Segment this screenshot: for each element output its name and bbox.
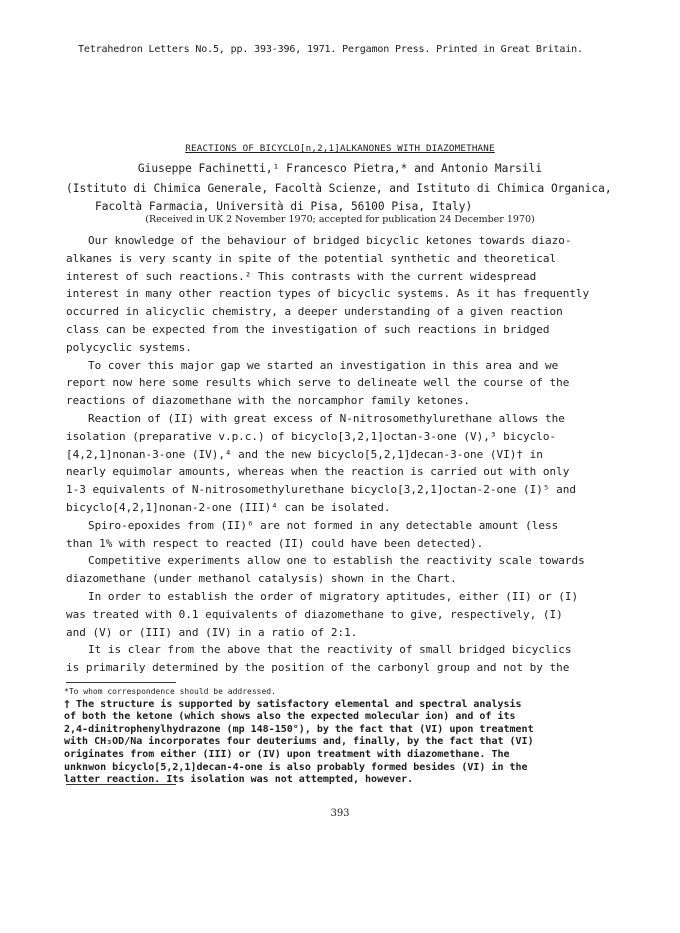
body-paragraph: [66, 410, 621, 517]
text-line: occurred in alicyclic chemistry, a deeper understanding of a given reaction: [66, 305, 563, 319]
text-line: reactions of diazomethane with the norcamphor family ketones.: [66, 394, 470, 408]
text-line: Competitive experiments allow one to establish the reactivity scale towards: [88, 554, 585, 568]
body-paragraph: [66, 588, 621, 641]
footnotes: [64, 686, 624, 787]
text-line: diazomethane (under methanol catalysis) shown in the Chart.: [66, 572, 457, 586]
footnote-line: originates from either (III) or (IV) upon treatment with diazomethane. The: [64, 748, 510, 760]
text-line: Reaction of (II) with great excess of N-nitrosomethylurethane allows the: [88, 411, 565, 425]
body-paragraph: [66, 517, 621, 553]
text-line: In order to establish the order of migratory aptitudes, either (II) or (I): [88, 589, 579, 603]
text-line: 1-3 equivalents of N-nitrosomethylurethane bicyclo[3,2,1]octan-2-one (I)⁵ and: [66, 483, 576, 497]
text-line: interest in many other reaction types of bicyclic systems. As it has frequently: [66, 287, 590, 301]
body-paragraph: [66, 357, 621, 410]
affiliation-line: Facoltà Farmacia, Università di Pisa, 56100 Pisa, Italy): [95, 200, 473, 213]
text-line: [4,2,1]nonan-3-one (IV),⁴ and the new bicyclo[5,2,1]decan-3-one (VI)† in: [66, 447, 543, 461]
body-paragraph: [66, 232, 621, 357]
author-list: Giuseppe Fachinetti,¹ Francesco Pietra,* and Antonio Marsili: [137, 162, 543, 175]
article-title: REACTIONS OF BICYCLO[n,2,1]ALKANONES WITH DIAZOMETHANE: [185, 143, 495, 154]
body-paragraph: [66, 641, 621, 677]
text-line: was treated with 0.1 equivalents of diazomethane to give, respectively, (I): [66, 607, 563, 621]
text-line: To cover this major gap we started an investigation in this area and we: [88, 358, 559, 372]
affiliation: [66, 180, 626, 216]
text-line: alkanes is very scanty in spite of the potential synthetic and theoretical: [66, 251, 557, 265]
text-line: report now here some results which serve to delineate well the course of the: [66, 376, 570, 390]
page-number: 393: [330, 808, 350, 819]
text-line: It is clear from the above that the reactivity of small bridged bicyclics: [88, 643, 572, 657]
text-line: isolation (preparative v.p.c.) of bicyclo[3,2,1]octan-3-one (V),³ bicyclo-: [66, 429, 557, 443]
text-line: bicyclo[4,2,1]nonan-2-one (III)⁴ can be isolated.: [66, 500, 391, 514]
text-line: polycyclic systems.: [66, 340, 192, 354]
footnote-line: 2,4-dinitrophenylhydrazone (mp 148-150°), by the fact that (VI) upon treatment: [64, 723, 534, 735]
text-line: nearly equimolar amounts, whereas when the reaction is carried out with only: [66, 465, 570, 479]
footnote-line: latter reaction. Its isolation was not attempted, however.: [64, 774, 414, 786]
footnote-end-divider: [66, 784, 176, 785]
article-body: [66, 232, 621, 677]
text-line: interest of such reactions.² This contrasts with the current widespread: [66, 269, 537, 283]
footnote-structure: [64, 699, 624, 787]
footnote-correspondence: *To whom correspondence should be addressed.: [64, 687, 276, 696]
text-line: Our knowledge of the behaviour of bridged bicyclic ketones towards diazo-: [88, 234, 572, 247]
footnote-line: with CH₃OD/Na incorporates four deuteriums and, finally, by the fact that (VI): [64, 736, 534, 748]
text-line: than 1% with respect to reacted (II) could have been detected).: [66, 536, 484, 550]
text-line: Spiro-epoxides from (II)⁶ are not formed in any detectable amount (less: [88, 518, 559, 532]
footnote-line: † The structure is supported by satisfactory elemental and spectral analysis: [64, 698, 522, 710]
text-line: class can be expected from the investigation of such reactions in bridged: [66, 322, 550, 336]
running-header: Tetrahedron Letters No.5, pp. 393-396, 1971. Pergamon Press. Printed in Great Britain.: [78, 44, 583, 55]
text-line: is primarily determined by the position of the carbonyl group and not by the: [66, 661, 570, 675]
affiliation-line: (Istituto di Chimica Generale, Facoltà Scienze, and Istituto di Chimica Organica,: [66, 182, 612, 195]
body-paragraph: [66, 552, 621, 588]
footnote-divider: [66, 682, 176, 683]
text-line: and (V) or (III) and (IV) in a ratio of 2:1.: [66, 625, 358, 639]
footnote-line: unknwon bicyclo[5,2,1]decan-4-one is also probably formed besides (VI) in the: [64, 761, 528, 773]
footnote-line: of both the ketone (which shows also the expected molecular ion) and of its: [64, 711, 516, 723]
received-dates: (Received in UK 2 November 1970; accepted for publication 24 December 1970): [145, 214, 535, 225]
